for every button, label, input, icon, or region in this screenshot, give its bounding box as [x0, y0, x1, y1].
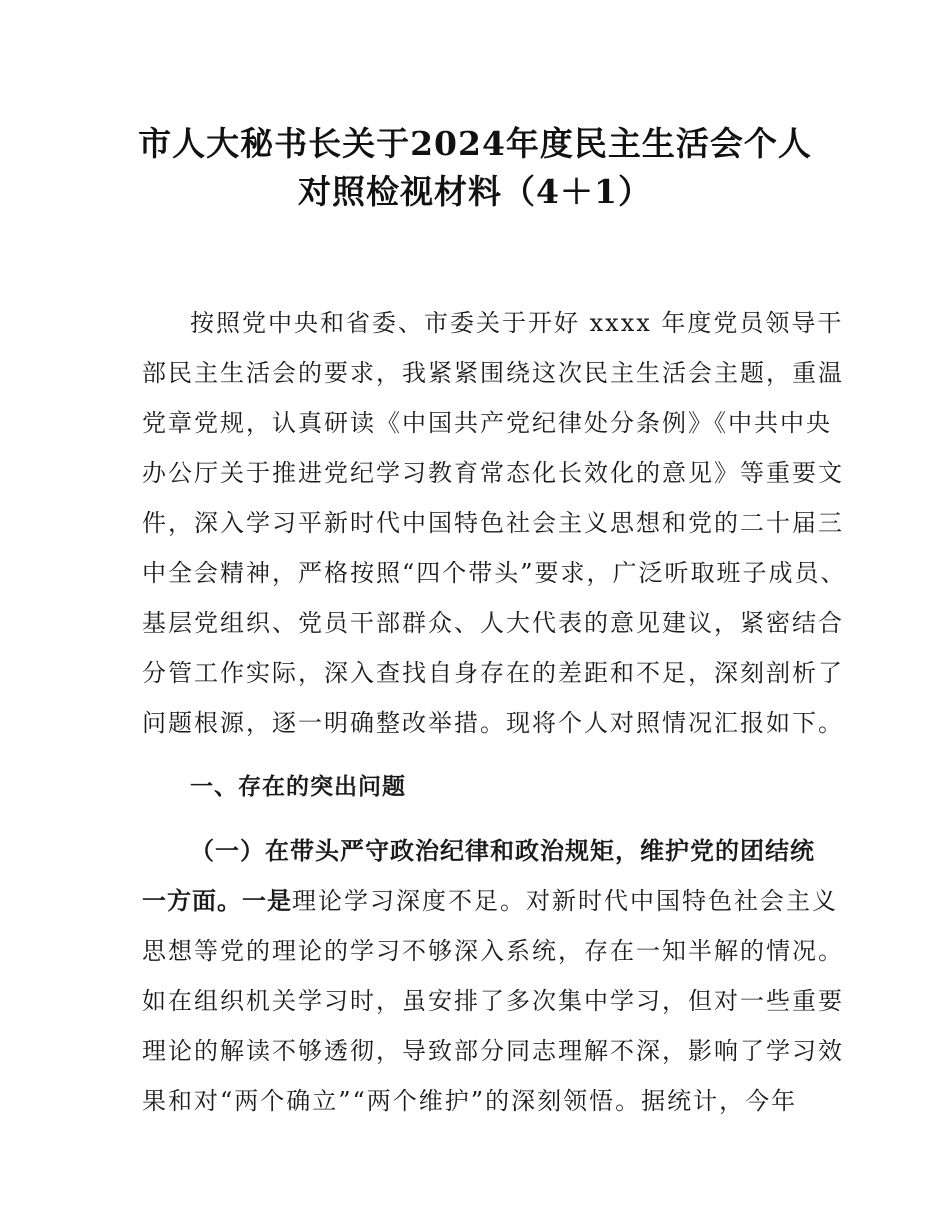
intro-line: 问题根源，逐一明确整改举措。现将个人对照情况汇报如下。 [142, 709, 844, 737]
subsection-bold-lead: 一方面。一是 [142, 887, 292, 915]
intro-line: 部民主生活会的要求，我紧紧围绕这次民主生活会主题，重温 [142, 359, 844, 387]
body-line: 如在组织机关学习时，虽安排了多次集中学习，但对一些重要 [142, 987, 844, 1015]
intro-line: 办公厅关于推进党纪学习教育常态化长效化的意见》等重要文 [142, 459, 844, 487]
subsection-heading-line: （一）在带头严守政治纪律和政治规矩，维护党的团结统 [190, 837, 815, 865]
body-line: 果和对“两个确立”“两个维护”的深刻领悟。据统计，今年 [142, 1087, 798, 1115]
document-title-line-2: 对照检视材料（4＋1） [298, 172, 652, 211]
body-line: 理论的解读不够透彻，导致部分同志理解不深，影响了学习效 [142, 1037, 844, 1065]
intro-line: 基层党组织、党员干部群众、人大代表的意见建议，紧密结合 [142, 609, 844, 637]
intro-line: 件，深入学习平新时代中国特色社会主义思想和党的二十届三 [142, 509, 844, 537]
intro-line: 按照党中央和省委、市委关于开好 xxxx 年度党员领导干 [190, 309, 844, 337]
document-title-line-1: 市人大秘书长关于2024年度民主生活会个人 [138, 124, 812, 163]
subsection-heading-continuation [142, 886, 838, 916]
body-line: 思想等党的理论的学习不够深入系统，存在一知半解的情况。 [142, 937, 844, 965]
intro-line: 党章党规，认真研读《中国共产党纪律处分条例》《中共中央 [142, 409, 832, 437]
intro-line: 中全会精神，严格按照“四个带头”要求，广泛听取班子成员、 [142, 559, 847, 587]
section-heading: 一、存在的突出问题 [190, 774, 406, 800]
intro-line: 分管工作实际，深入查找自身存在的差距和不足，深刻剖析了 [142, 659, 844, 687]
subsection-point-text: 理论学习深度不足。对新时代中国特色社会主义 [292, 887, 838, 915]
